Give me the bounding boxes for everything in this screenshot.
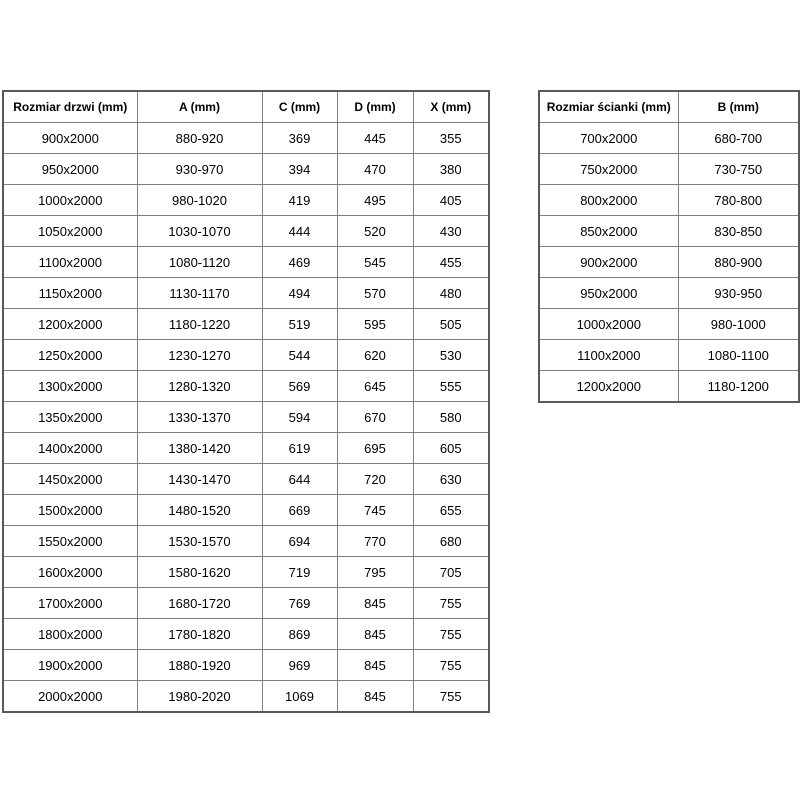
table-cell: 900x2000 bbox=[3, 123, 137, 154]
table-cell: 544 bbox=[262, 340, 337, 371]
table-cell: 480 bbox=[413, 278, 489, 309]
table-cell: 1380-1420 bbox=[137, 433, 262, 464]
table-cell: 505 bbox=[413, 309, 489, 340]
table-cell: 845 bbox=[337, 681, 413, 713]
table-cell: 830-850 bbox=[678, 216, 799, 247]
table-cell: 545 bbox=[337, 247, 413, 278]
table-cell: 1200x2000 bbox=[539, 371, 678, 403]
table-row bbox=[539, 371, 799, 403]
table-cell: 595 bbox=[337, 309, 413, 340]
table-row bbox=[539, 123, 799, 154]
table-cell: 455 bbox=[413, 247, 489, 278]
table-cell: 355 bbox=[413, 123, 489, 154]
table-cell: 750x2000 bbox=[539, 154, 678, 185]
table-cell: 1330-1370 bbox=[137, 402, 262, 433]
table-cell: 669 bbox=[262, 495, 337, 526]
table-cell: 1300x2000 bbox=[3, 371, 137, 402]
table-cell: 630 bbox=[413, 464, 489, 495]
table-cell: 720 bbox=[337, 464, 413, 495]
table-cell: 1080-1120 bbox=[137, 247, 262, 278]
table-cell: 1080-1100 bbox=[678, 340, 799, 371]
table-cell: 1680-1720 bbox=[137, 588, 262, 619]
table-cell: 755 bbox=[413, 650, 489, 681]
table-cell: 755 bbox=[413, 619, 489, 650]
table-cell: 969 bbox=[262, 650, 337, 681]
table-cell: 569 bbox=[262, 371, 337, 402]
table-row bbox=[3, 619, 489, 650]
table-cell: 1100x2000 bbox=[539, 340, 678, 371]
table-row bbox=[3, 402, 489, 433]
table-cell: 444 bbox=[262, 216, 337, 247]
table-cell: 1580-1620 bbox=[137, 557, 262, 588]
table-cell: 1069 bbox=[262, 681, 337, 713]
table-cell: 670 bbox=[337, 402, 413, 433]
table-cell: 694 bbox=[262, 526, 337, 557]
table-cell: 1450x2000 bbox=[3, 464, 137, 495]
table-cell: 470 bbox=[337, 154, 413, 185]
table-cell: 430 bbox=[413, 216, 489, 247]
door-sizes-table bbox=[2, 90, 490, 713]
table-cell: 445 bbox=[337, 123, 413, 154]
wall-sizes-table bbox=[538, 90, 800, 403]
column-header: C (mm) bbox=[262, 91, 337, 123]
table-cell: 419 bbox=[262, 185, 337, 216]
table-cell: 950x2000 bbox=[3, 154, 137, 185]
column-header: A (mm) bbox=[137, 91, 262, 123]
table-cell: 900x2000 bbox=[539, 247, 678, 278]
table-cell: 570 bbox=[337, 278, 413, 309]
table-cell: 950x2000 bbox=[539, 278, 678, 309]
table-row bbox=[3, 681, 489, 713]
table-cell: 795 bbox=[337, 557, 413, 588]
table-cell: 369 bbox=[262, 123, 337, 154]
table-cell: 695 bbox=[337, 433, 413, 464]
table-row bbox=[3, 557, 489, 588]
table-cell: 1550x2000 bbox=[3, 526, 137, 557]
table-cell: 745 bbox=[337, 495, 413, 526]
table-row bbox=[3, 495, 489, 526]
column-header: X (mm) bbox=[413, 91, 489, 123]
table-cell: 655 bbox=[413, 495, 489, 526]
header-row bbox=[539, 91, 799, 123]
table-cell: 620 bbox=[337, 340, 413, 371]
table-cell: 1030-1070 bbox=[137, 216, 262, 247]
table-cell: 1100x2000 bbox=[3, 247, 137, 278]
table-row bbox=[539, 185, 799, 216]
table-row bbox=[3, 526, 489, 557]
table-cell: 980-1000 bbox=[678, 309, 799, 340]
column-header: Rozmiar drzwi (mm) bbox=[3, 91, 137, 123]
table-cell: 780-800 bbox=[678, 185, 799, 216]
table-cell: 1250x2000 bbox=[3, 340, 137, 371]
table-cell: 519 bbox=[262, 309, 337, 340]
table-row bbox=[539, 309, 799, 340]
table-cell: 644 bbox=[262, 464, 337, 495]
table-cell: 755 bbox=[413, 588, 489, 619]
table-cell: 605 bbox=[413, 433, 489, 464]
table-row bbox=[3, 464, 489, 495]
table-cell: 770 bbox=[337, 526, 413, 557]
table-cell: 1200x2000 bbox=[3, 309, 137, 340]
table-cell: 1980-2020 bbox=[137, 681, 262, 713]
table-cell: 619 bbox=[262, 433, 337, 464]
table-cell: 1350x2000 bbox=[3, 402, 137, 433]
column-header: D (mm) bbox=[337, 91, 413, 123]
table-cell: 1180-1200 bbox=[678, 371, 799, 403]
column-header: Rozmiar ścianki (mm) bbox=[539, 91, 678, 123]
table-row bbox=[3, 216, 489, 247]
table-row bbox=[3, 433, 489, 464]
table-cell: 495 bbox=[337, 185, 413, 216]
table-row bbox=[539, 216, 799, 247]
table-cell: 930-950 bbox=[678, 278, 799, 309]
column-header: B (mm) bbox=[678, 91, 799, 123]
table-cell: 1430-1470 bbox=[137, 464, 262, 495]
table-row bbox=[3, 371, 489, 402]
table-cell: 1130-1170 bbox=[137, 278, 262, 309]
table-cell: 1780-1820 bbox=[137, 619, 262, 650]
table-cell: 1530-1570 bbox=[137, 526, 262, 557]
table-cell: 980-1020 bbox=[137, 185, 262, 216]
table-cell: 769 bbox=[262, 588, 337, 619]
table-row bbox=[3, 309, 489, 340]
table-row bbox=[539, 247, 799, 278]
table-cell: 930-970 bbox=[137, 154, 262, 185]
table-cell: 494 bbox=[262, 278, 337, 309]
table-row bbox=[3, 123, 489, 154]
table-cell: 700x2000 bbox=[539, 123, 678, 154]
table-cell: 520 bbox=[337, 216, 413, 247]
table-cell: 645 bbox=[337, 371, 413, 402]
table-cell: 380 bbox=[413, 154, 489, 185]
table-cell: 880-900 bbox=[678, 247, 799, 278]
table-cell: 1900x2000 bbox=[3, 650, 137, 681]
table-cell: 405 bbox=[413, 185, 489, 216]
table-cell: 719 bbox=[262, 557, 337, 588]
table-cell: 730-750 bbox=[678, 154, 799, 185]
table-cell: 2000x2000 bbox=[3, 681, 137, 713]
table-cell: 1230-1270 bbox=[137, 340, 262, 371]
table-cell: 705 bbox=[413, 557, 489, 588]
table-cell: 1050x2000 bbox=[3, 216, 137, 247]
header-row bbox=[3, 91, 489, 123]
table-cell: 845 bbox=[337, 650, 413, 681]
table-cell: 1480-1520 bbox=[137, 495, 262, 526]
table-cell: 394 bbox=[262, 154, 337, 185]
table-row bbox=[539, 154, 799, 185]
table-row bbox=[3, 650, 489, 681]
table-cell: 469 bbox=[262, 247, 337, 278]
table-cell: 594 bbox=[262, 402, 337, 433]
table-cell: 880-920 bbox=[137, 123, 262, 154]
table-cell: 800x2000 bbox=[539, 185, 678, 216]
table-cell: 850x2000 bbox=[539, 216, 678, 247]
table-row bbox=[3, 247, 489, 278]
table-cell: 1500x2000 bbox=[3, 495, 137, 526]
table-cell: 1280-1320 bbox=[137, 371, 262, 402]
table-row bbox=[539, 340, 799, 371]
table-cell: 1000x2000 bbox=[539, 309, 678, 340]
table-cell: 1180-1220 bbox=[137, 309, 262, 340]
table-cell: 555 bbox=[413, 371, 489, 402]
table-cell: 845 bbox=[337, 588, 413, 619]
table-cell: 845 bbox=[337, 619, 413, 650]
table-row bbox=[3, 340, 489, 371]
table-cell: 680-700 bbox=[678, 123, 799, 154]
table-cell: 1150x2000 bbox=[3, 278, 137, 309]
table-row bbox=[3, 588, 489, 619]
table-cell: 580 bbox=[413, 402, 489, 433]
table-cell: 1600x2000 bbox=[3, 557, 137, 588]
table-cell: 530 bbox=[413, 340, 489, 371]
table-row bbox=[3, 278, 489, 309]
table-cell: 1400x2000 bbox=[3, 433, 137, 464]
table-row bbox=[539, 278, 799, 309]
table-cell: 1700x2000 bbox=[3, 588, 137, 619]
table-cell: 680 bbox=[413, 526, 489, 557]
table-cell: 1880-1920 bbox=[137, 650, 262, 681]
table-cell: 1000x2000 bbox=[3, 185, 137, 216]
table-cell: 1800x2000 bbox=[3, 619, 137, 650]
table-row bbox=[3, 154, 489, 185]
table-cell: 755 bbox=[413, 681, 489, 713]
table-cell: 869 bbox=[262, 619, 337, 650]
table-row bbox=[3, 185, 489, 216]
